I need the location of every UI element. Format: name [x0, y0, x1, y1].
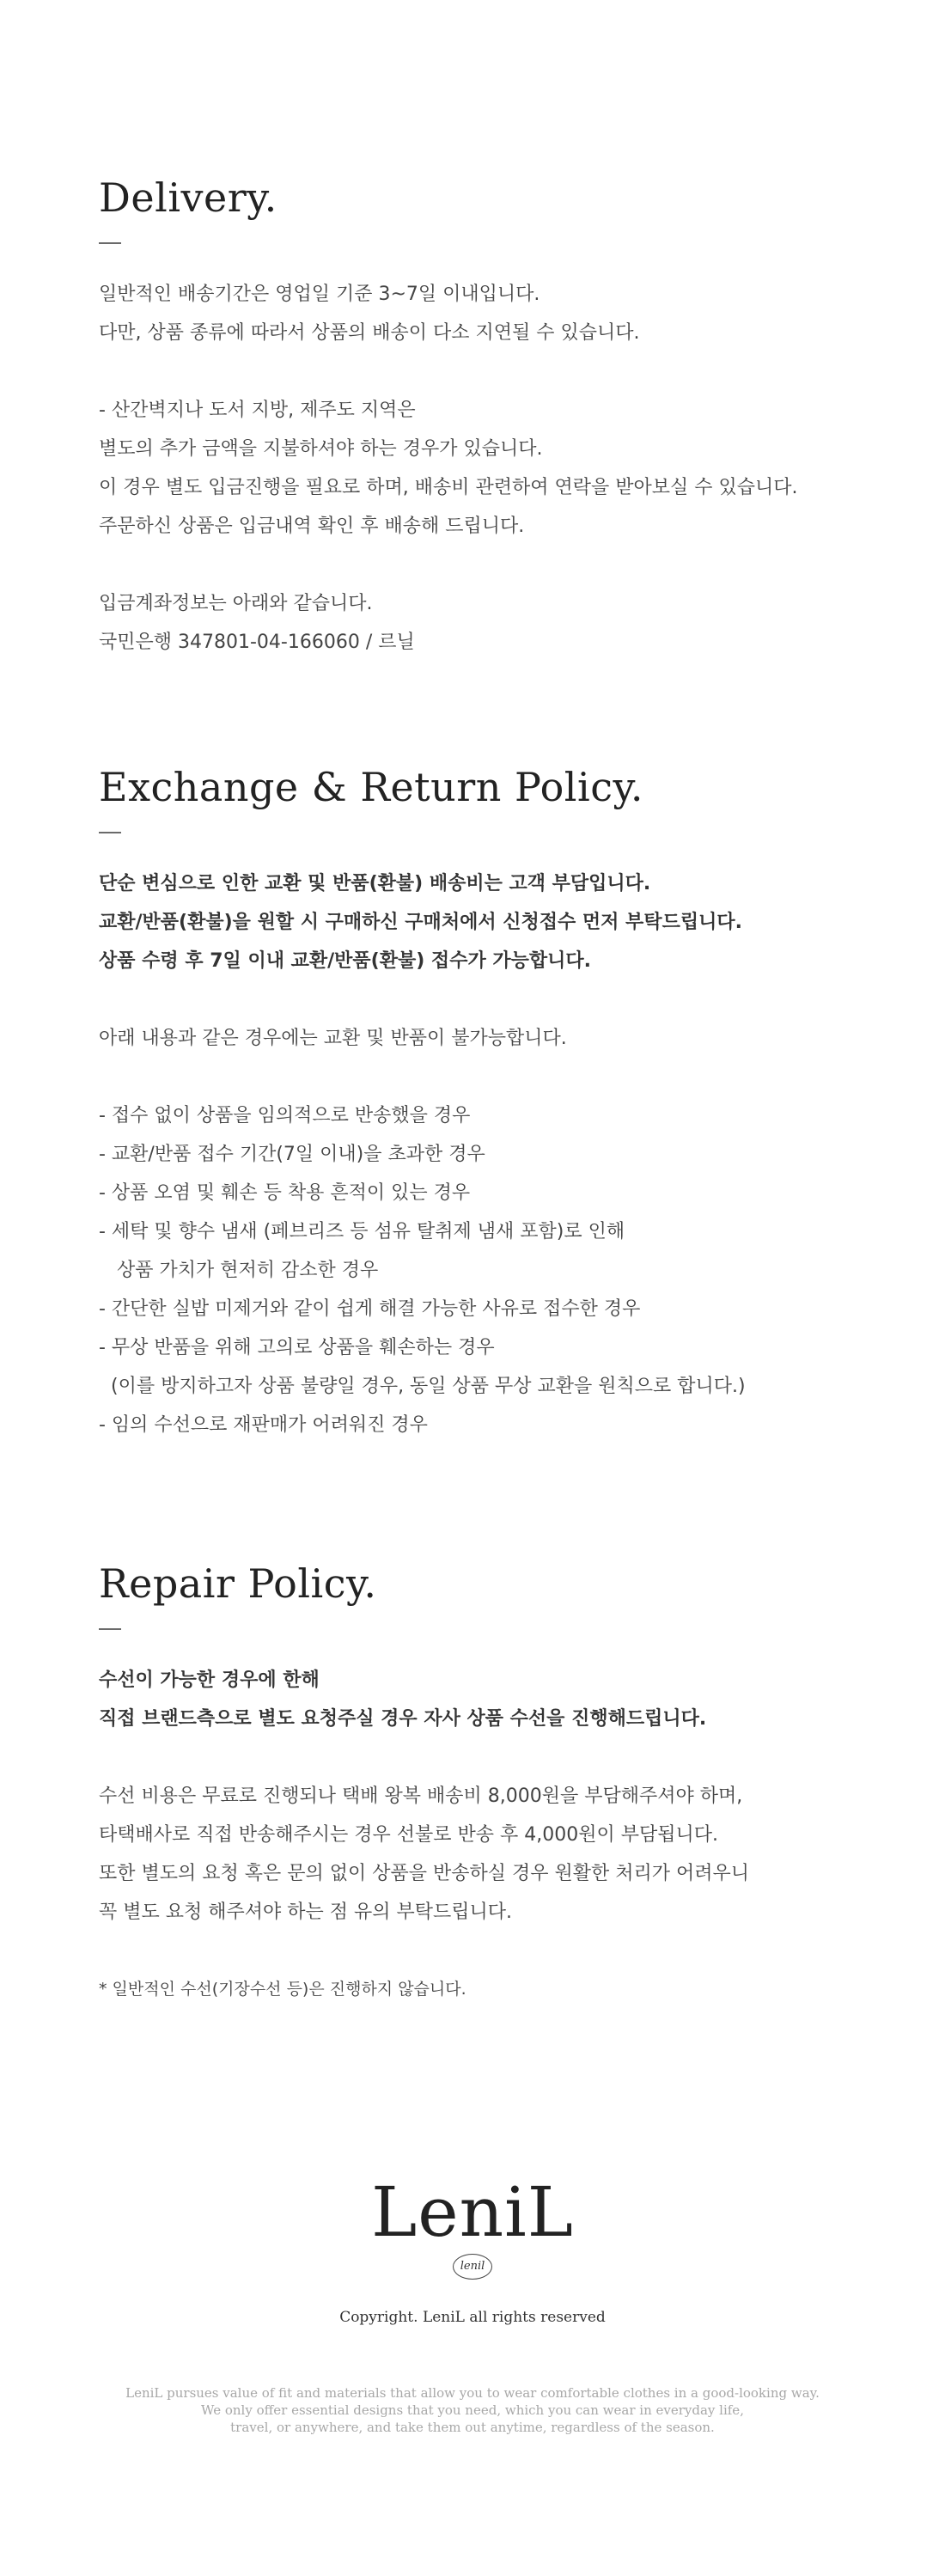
- repair-section: [99, 1558, 872, 2009]
- exchange-line: - 접수 없이 상품을 임의적으로 반송했을 경우: [99, 1105, 471, 1126]
- exchange-bold-line: 교환/반품(환불)을 원할 시 구매하신 구매처에서 신청접수 먼저 부탁드립니다.: [99, 912, 742, 933]
- bank-account-info: 국민은행 347801-04-166060 / 르닐: [99, 632, 415, 653]
- slogan-line: travel, or anywhere, and take them out anytime, regardless of the season.: [230, 2420, 715, 2435]
- delivery-line: 별도의 추가 금액을 지불하셔야 하는 경우가 있습니다.: [99, 438, 543, 460]
- repair-spacer: [99, 1738, 872, 1777]
- delivery-line: 이 경우 별도 입금진행을 필요로 하며, 배송비 관련하여 연락을 받아보실 수 있습니다.: [99, 477, 798, 498]
- exchange-line: 상품 가치가 현저히 감소한 경우: [99, 1260, 379, 1281]
- exchange-bold-line: 단순 변심으로 인한 교환 및 반품(환불) 배송비는 고객 부담입니다.: [99, 873, 651, 894]
- delivery-divider: [99, 242, 121, 244]
- exchange-spacer: [99, 980, 872, 1019]
- repair-line: 타택배사로 직접 반송해주시는 경우 선불로 반송 후 4,000원이 부담됩니다.: [99, 1824, 718, 1846]
- repair-title: Repair Policy.: [99, 1560, 377, 1607]
- brand-slogan: [0, 2384, 945, 2436]
- exchange-divider: [99, 832, 121, 833]
- exchange-bold-line: 상품 수령 후 7일 이내 교환/반품(환불) 접수가 가능합니다.: [99, 950, 591, 972]
- brand-logo: LeniL: [371, 2172, 574, 2252]
- delivery-title: Delivery.: [99, 174, 277, 221]
- delivery-line: 다만, 상품 종류에 따라서 상품의 배송이 다소 지연될 수 있습니다.: [99, 322, 640, 344]
- delivery-section: [99, 172, 872, 662]
- delivery-line: 입금계좌정보는 아래와 같습니다.: [99, 593, 373, 614]
- slogan-line: LeniL pursues value of fit and materials that allow you to wear comfortable clothes in a good-looking way.: [125, 2385, 820, 2401]
- slogan-line: We only offer essential designs that you need, which you can wear in everyday life,: [201, 2402, 744, 2418]
- delivery-line: [99, 546, 872, 584]
- exchange-body: [99, 864, 872, 1444]
- exchange-line: - 세탁 및 향수 냄새 (페브리즈 등 섬유 탈취제 냄새 포함)로 인해: [99, 1221, 625, 1242]
- repair-line: 수선 비용은 무료로 진행되나 택배 왕복 배송비 8,000원을 부담해주셔야 하며,: [99, 1785, 743, 1807]
- exchange-line: - 임의 수선으로 재판매가 어려워진 경우: [99, 1414, 428, 1436]
- repair-spacer: [99, 1932, 872, 1970]
- exchange-line: - 간단한 실밥 미제거와 같이 쉽게 해결 가능한 사유로 접수한 경우: [99, 1298, 641, 1320]
- delivery-line: 일반적인 배송기간은 영업일 기준 3~7일 이내입니다.: [99, 284, 540, 305]
- repair-line: 또한 별도의 요청 혹은 문의 없이 상품을 반송하실 경우 원활한 처리가 어려우니: [99, 1863, 749, 1884]
- exchange-line: - 교환/반품 접수 기간(7일 이내)을 초과한 경우: [99, 1144, 485, 1165]
- repair-line: 꼭 별도 요청 해주셔야 하는 점 유의 부탁드립니다.: [99, 1901, 512, 1923]
- exchange-line: [99, 1058, 872, 1096]
- repair-body: [99, 1661, 872, 2009]
- repair-divider: [99, 1628, 121, 1630]
- delivery-line: [99, 352, 872, 391]
- exchange-line: - 무상 반품을 위해 고의로 상품을 훼손하는 경우: [99, 1337, 495, 1358]
- delivery-body: [99, 275, 872, 662]
- exchange-section: [99, 761, 872, 1444]
- copyright-text: Copyright. LeniL all rights reserved: [339, 2309, 606, 2326]
- exchange-title: Exchange & Return Policy.: [99, 764, 643, 810]
- exchange-line: 아래 내용과 같은 경우에는 교환 및 반품이 불가능합니다.: [99, 1028, 567, 1049]
- delivery-line: 주문하신 상품은 입금내역 확인 후 배송해 드립니다.: [99, 516, 525, 537]
- repair-bold-line: 수선이 가능한 경우에 한해: [99, 1670, 320, 1691]
- brand-seal-icon: lenil: [453, 2254, 492, 2280]
- delivery-line: - 산간벽지나 도서 지방, 제주도 지역은: [99, 400, 416, 421]
- exchange-line: - 상품 오염 및 훼손 등 착용 흔적이 있는 경우: [99, 1182, 471, 1204]
- exchange-line: (이를 방지하고자 상품 불량일 경우, 동일 상품 무상 교환을 원칙으로 합니다.): [99, 1376, 746, 1397]
- repair-note: * 일반적인 수선(기장수선 등)은 진행하지 않습니다.: [99, 1980, 466, 1999]
- repair-bold-line: 직접 브랜드측으로 별도 요청주실 경우 자사 상품 수선을 진행해드립니다.: [99, 1708, 707, 1730]
